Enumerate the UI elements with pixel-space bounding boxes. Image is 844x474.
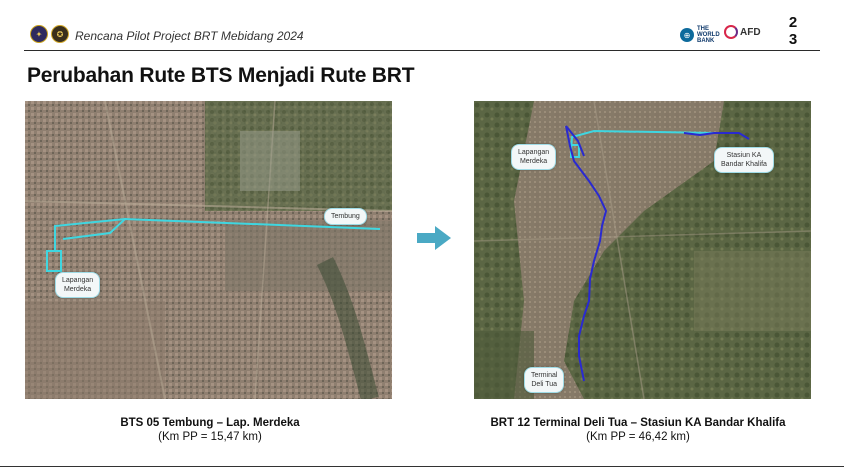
right-route-name: BRT 12 Terminal Deli Tua – Stasiun KA Bandar Khalifa (490, 417, 786, 429)
slide-header (24, 22, 820, 51)
label-lapangan-r-line-2: Merdeka (519, 158, 548, 165)
left-route-km: (Km PP = 15,47 km) (158, 431, 262, 443)
label-stasiun-line-1: Stasiun KA (726, 152, 762, 159)
left-map-caption (70, 416, 350, 444)
label-terminal-line-2: Deli Tua (531, 381, 558, 388)
left-map-svg (25, 101, 392, 399)
afd-text: AFD (740, 26, 761, 38)
label-terminal-deli-tua (524, 367, 564, 393)
ministry-logo-icon: ✦ (30, 25, 48, 43)
world-bank-text: THE WORLD BANK (697, 26, 720, 44)
agency-logo-icon: ✪ (51, 25, 69, 43)
afd-logo (724, 25, 761, 39)
label-lapangan-r-line-1: Lapangan (518, 149, 550, 156)
page-number-line-1: 2 (788, 14, 798, 31)
left-route-name: BTS 05 Tembung – Lap. Merdeka (120, 417, 300, 429)
right-route-km: (Km PP = 46,42 km) (586, 431, 690, 443)
world-bank-logo (680, 26, 720, 44)
right-map-caption (458, 416, 818, 444)
document-title: Rencana Pilot Project BRT Mebidang 2024 (75, 29, 304, 43)
arrow-right-icon (417, 226, 451, 250)
bottom-divider (0, 466, 844, 467)
label-lapangan-merdeka-right (511, 144, 556, 170)
left-satellite-map (25, 101, 392, 399)
label-lapangan-line-1: Lapangan (62, 277, 94, 284)
slide-title: Perubahan Rute BTS Menjadi Rute BRT (27, 64, 415, 87)
label-lapangan-line-2: Merdeka (63, 286, 92, 293)
right-satellite-map (474, 101, 811, 399)
label-tembung: Tembung (324, 208, 367, 225)
page-number (786, 14, 800, 48)
label-stasiun-line-2: Bandar Khalifa (721, 161, 767, 168)
label-terminal-line-1: Terminal (531, 372, 558, 379)
world-bank-globe-icon: ⊕ (680, 28, 694, 42)
afd-ring-icon (724, 25, 738, 39)
government-logos (30, 25, 69, 43)
label-lapangan-merdeka-left (55, 272, 100, 298)
label-stasiun-bandar-khalifa (714, 147, 774, 173)
page-number-line-2: 3 (788, 31, 798, 48)
